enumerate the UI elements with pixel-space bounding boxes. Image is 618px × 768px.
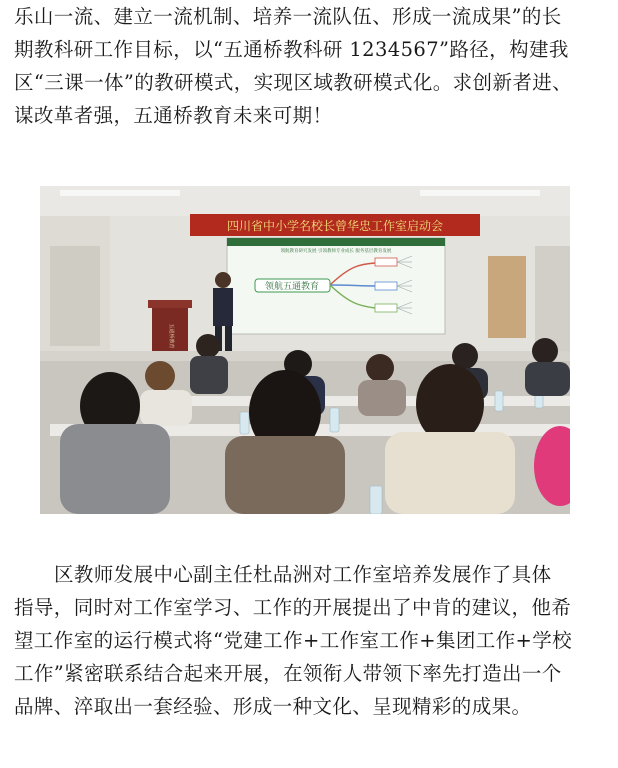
article-paragraph-bottom (14, 558, 610, 723)
paragraph-line: 望工作室的运行模式将“党建工作+工作室工作+集团工作+学校 (14, 629, 573, 652)
paragraph-line: 工作”紧密联系结合起来开展，在领衔人带领下率先打造出一个 (14, 662, 562, 685)
paragraph-line: 指导，同时对工作室学习、工作的开展提出了中肯的建议，他希 (14, 596, 572, 619)
screen-center-text: 领航五通教育 (264, 282, 320, 292)
banner-text: 四川省中小学名校长曾华忠工作室启动会 (226, 219, 444, 233)
paragraph-line: 区教师发展中心副主任杜品洲对工作室培养发展作了具体 (54, 563, 552, 586)
paragraph-line: 期教科研工作目标，以“五通桥教科研 1234567”路径，构建我 (14, 38, 569, 61)
paragraph-line: 区“三课一体”的教研模式，实现区域教研模式化。求创新者进、 (14, 71, 573, 94)
article-paragraph-top (14, 0, 610, 132)
paragraph-line: 谋改革者强，五通桥教育未来可期！ (14, 104, 333, 127)
meeting-photo (40, 186, 570, 514)
screen-header: 领航教育研究发展 引领教师专业成长 服务基层教育发展 (280, 249, 392, 254)
paragraph-line: 品牌、淬取出一套经验、形成一种文化、呈现精彩的成果。 (14, 695, 532, 718)
paragraph-line: 乐山一流、建立一流机制、培养一流队伍、形成一流成果”的长 (14, 5, 562, 28)
podium-text: 五通桥教育 (168, 323, 174, 349)
